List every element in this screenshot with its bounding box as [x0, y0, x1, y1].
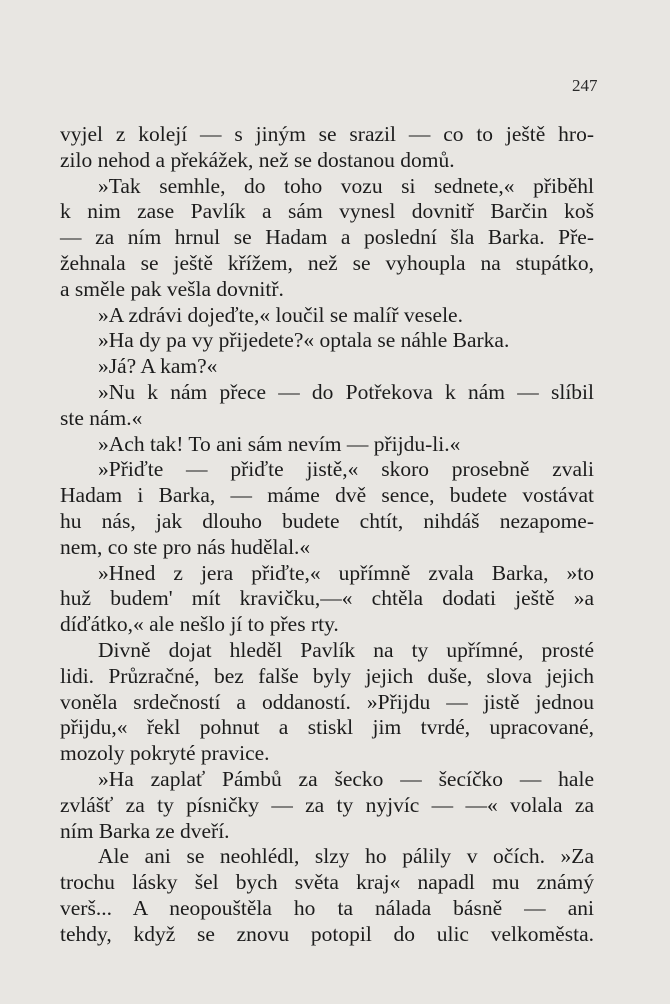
text-line: přijdu,« řekl pohnut a stiskl jim tvrdé, upracované, — [60, 715, 594, 740]
text-line: trochu lásky šel bych světa kraj« napadl mu známý — [60, 870, 594, 895]
text-line: — za ním hrnul se Hadam a poslední šla Barka. Pře- — [60, 225, 594, 250]
text-line: »Tak semhle, do toho vozu si sednete,« přiběhl — [98, 173, 594, 198]
text-line: Divně dojat hleděl Pavlík na ty upřímné, prosté — [98, 637, 594, 662]
text-line: ste nám.« — [60, 405, 143, 430]
page-number: 247 — [572, 76, 598, 95]
text-line: »Ha dy pa vy přijedete?« optala se náhle Barka. — [98, 328, 510, 353]
text-line: vyjel z kolejí — s jiným se srazil — co to ještě hro- — [60, 122, 594, 146]
text-line: ním Barka ze dveří. — [60, 818, 230, 843]
text-line: k nim zase Pavlík a sám vynesl dovnitř Barčin koš — [60, 199, 594, 224]
text-line: »Přiďte — přiďte jistě,« skoro prosebně zvali — [98, 457, 594, 482]
text-line: Hadam i Barka, — máme dvě sence, budete vostávat — [60, 483, 594, 508]
text-line: a směle pak vešla dovnitř. — [60, 276, 284, 301]
text-line: hu nás, jak dlouho budete chtít, nihdáš nezapome- — [60, 508, 594, 533]
text-line: »Hned z jera přiďte,« upřímně zvala Barka, »to — [98, 560, 594, 585]
text-line: Ale ani se neohlédl, slzy ho pálily v očích. »Za — [98, 844, 594, 869]
text-line: nem, co ste pro nás hudělal.« — [60, 534, 311, 559]
text-line: žehnala se ještě křížem, než se vyhoupla na stupátko, — [60, 250, 594, 275]
text-line: lidi. Průzračné, bez falše byly jejich duše, slova jejich — [60, 663, 594, 688]
text-line: verš... A neopouštěla ho ta nálada básně — ani — [60, 895, 594, 920]
text-line: zilo nehod a překážek, než se dostanou domů. — [60, 147, 455, 172]
text-line: »Ha zaplať Pámbů za šecko — šecíčko — hale — [98, 766, 594, 791]
text-line: »A zdrávi dojeďte,« loučil se malíř vesele. — [98, 302, 463, 327]
text-line: zvlášť za ty písničky — za ty nyjvíc — —« volala za — [60, 792, 594, 817]
text-line: tehdy, když se znovu potopil do ulic velkoměsta. — [60, 921, 594, 946]
text-line: huž budem' mít kravičku,—« chtěla dodati ještě »a — [60, 586, 594, 611]
text-line: »Nu k nám přece — do Potřekova k nám — slíbil — [98, 379, 594, 404]
text-line: voněla srdečností a oddaností. »Přijdu — jistě jednou — [60, 689, 594, 714]
text-line: »Ach tak! To ani sám nevím — přijdu-li.« — [98, 431, 461, 456]
text-line: díďátko,« ale nešlo jí to přes rty. — [60, 612, 339, 637]
text-line: »Já? A kam?« — [98, 354, 218, 379]
body-text — [60, 122, 594, 948]
text-line: mozoly pokryté pravice. — [60, 741, 270, 766]
